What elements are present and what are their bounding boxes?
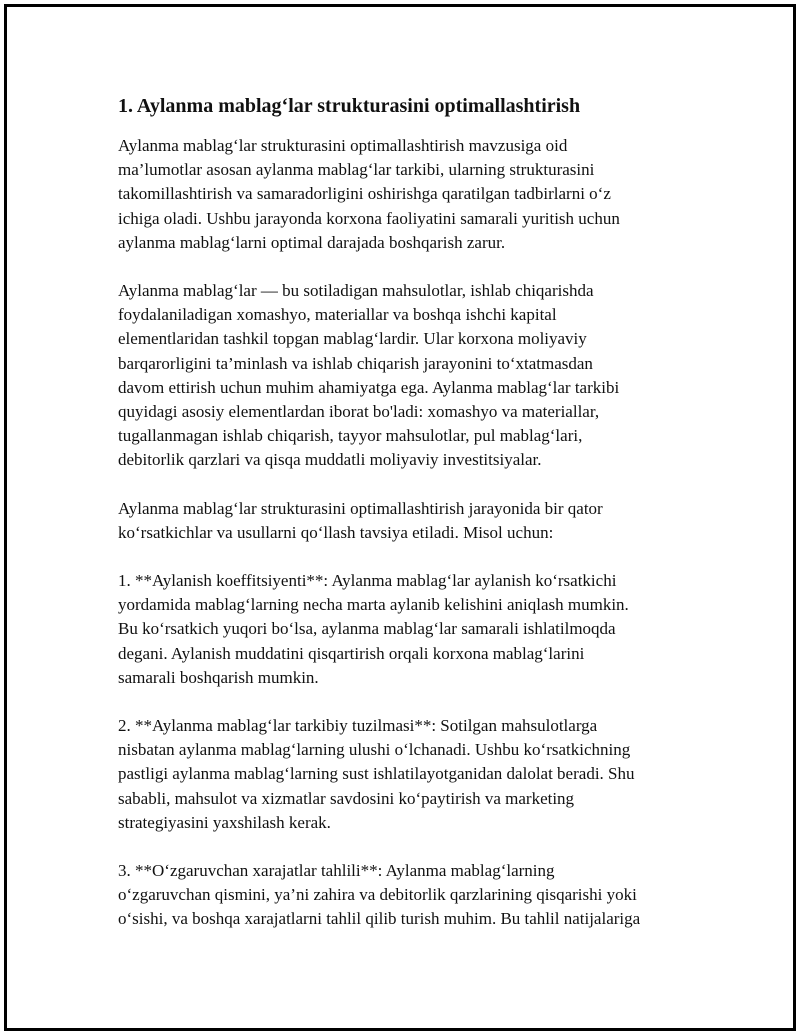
text-line: tugallanmagan ishlab chiqarish, tayyor mahsulotlar, pul mablag‘lari,	[118, 426, 583, 446]
text-line: 1. **Aylanish koeffitsiyenti**: Aylanma mablag‘lar aylanish ko‘rsatkichi	[118, 571, 617, 591]
text-line: Bu ko‘rsatkich yuqori bo‘lsa, aylanma mablag‘lar samarali ishlatilmoqda	[118, 619, 616, 639]
text-line: o‘sishi, va boshqa xarajatlarni tahlil qilib turish muhim. Bu tahlil natijalariga	[118, 909, 641, 929]
list-item-1	[118, 569, 698, 690]
text-line: 2. **Aylanma mablag‘lar tarkibiy tuzilmasi**: Sotilgan mahsulotlarga	[118, 716, 598, 736]
text-line: strategiyasini yaxshilash kerak.	[118, 812, 331, 832]
paragraph-definition	[118, 279, 698, 473]
text-line: ma’lumotlar asosan aylanma mablag‘lar tarkibi, ularning strukturasini	[118, 160, 595, 180]
text-line: barqarorligini ta’minlash va ishlab chiqarish jarayonini to‘xtatmasdan	[118, 353, 593, 373]
text-line: sababli, mahsulot va xizmatlar savdosini ko‘paytirish va marketing	[118, 788, 575, 808]
paragraph-intro	[118, 134, 698, 255]
text-line: samarali boshqarish mumkin.	[118, 667, 319, 687]
text-line: o‘zgaruvchan qismini, ya’ni zahira va debitorlik qarzlarining qisqarishi yoki	[118, 885, 637, 905]
text-line: Aylanma mablag‘lar — bu sotiladigan mahsulotlar, ishlab chiqarishda	[118, 281, 594, 301]
text-line: elementlaridan tashkil topgan mablag‘lardir. Ular korxona moliyaviy	[118, 329, 587, 349]
text-line: Aylanma mablag‘lar strukturasini optimallashtirish jarayonida bir qator	[118, 498, 603, 518]
text-line: ichiga oladi. Ushbu jarayonda korxona faoliyatini samarali yuritish uchun	[118, 208, 620, 228]
text-line: yordamida mablag‘larning necha marta aylanib kelishini aniqlash mumkin.	[118, 595, 629, 615]
text-line: pastligi aylanma mablag‘larning sust ishlatilayotganidan dalolat beradi. Shu	[118, 764, 635, 784]
text-line: degani. Aylanish muddatini qisqartirish orqali korxona mablag‘larini	[118, 643, 585, 663]
text-line: quyidagi asosiy elementlardan iborat bo'ladi: xomashyo va materiallar,	[118, 402, 600, 422]
text-line: debitorlik qarzlari va qisqa muddatli moliyaviy investitsiyalar.	[118, 450, 542, 470]
text-line: 3. **O‘zgaruvchan xarajatlar tahlili**: Aylanma mablag‘larning	[118, 861, 555, 881]
text-line: ko‘rsatkichlar va usullarni qo‘llash tavsiya etiladi. Misol uchun:	[118, 522, 554, 542]
text-line: takomillashtirish va samaradorligini oshirishga qaratilgan tadbirlarni o‘z	[118, 184, 611, 204]
text-line: davom ettirish uchun muhim ahamiyatga ega. Aylanma mablag‘lar tarkibi	[118, 377, 620, 397]
document-body	[118, 92, 698, 956]
text-line: aylanma mablag‘larni optimal darajada boshqarish zarur.	[118, 232, 506, 252]
text-line: Aylanma mablag‘lar strukturasini optimallashtirish mavzusiga oid	[118, 136, 568, 155]
list-item-2	[118, 714, 698, 835]
paragraph-methods-intro	[118, 497, 698, 545]
text-line: foydalaniladigan xomashyo, materiallar va boshqa ishchi kapital	[118, 305, 557, 325]
list-item-3	[118, 859, 698, 932]
text-line: nisbatan aylanma mablag‘larning ulushi o‘lchanadi. Ushbu ko‘rsatkichning	[118, 740, 631, 760]
section-heading: 1. Aylanma mablag‘lar strukturasini optimallashtirish	[118, 95, 581, 117]
